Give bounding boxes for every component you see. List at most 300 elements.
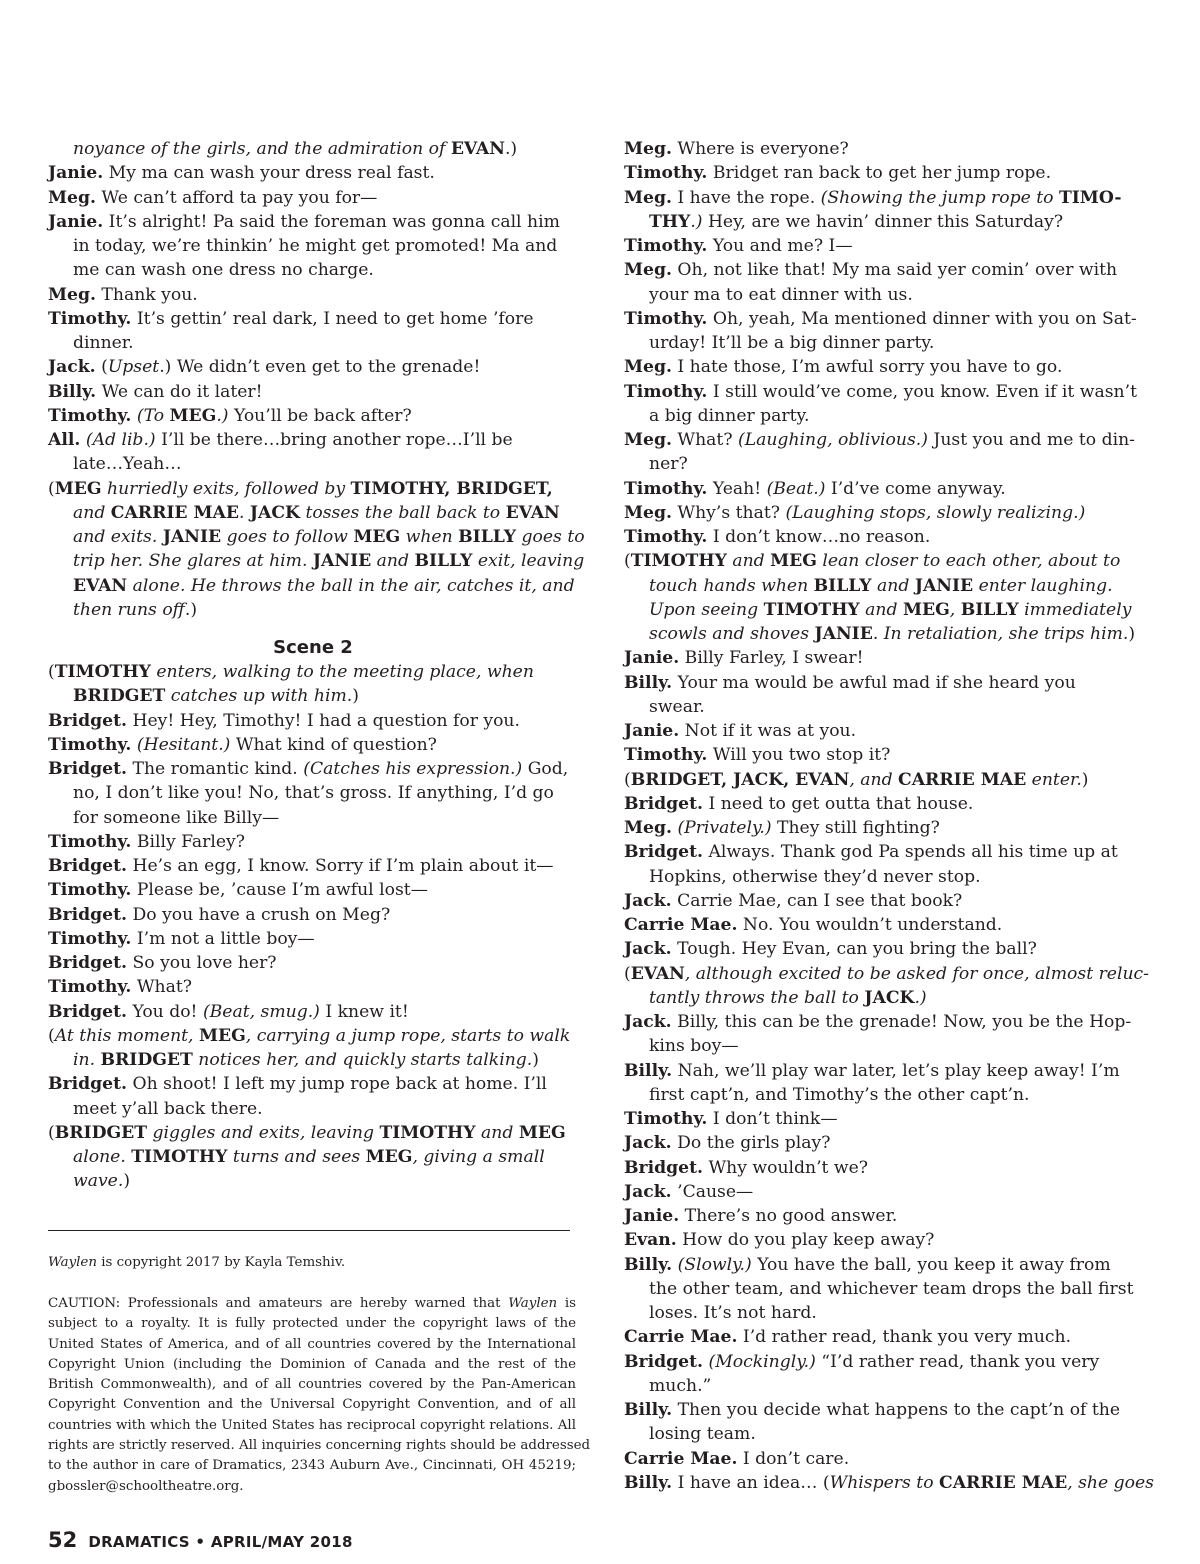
dialogue-text: rights are strictly reserved. All inquiries concerning rights should be addressed [48, 1438, 591, 1454]
dialogue-text: is [557, 1296, 576, 1311]
dialogue-text: ) [1081, 769, 1089, 790]
dialogue-text: Billy Farley? [131, 831, 245, 852]
stage-direction-text: touch hands when [649, 575, 814, 596]
script-line [624, 913, 1154, 937]
script-line [624, 598, 1154, 622]
speaker-or-character: Janie. [624, 721, 680, 741]
dialogue-text: dinner. [73, 333, 134, 353]
caution-line [48, 1436, 591, 1456]
script-line [48, 854, 578, 878]
dialogue-text: So you love her? [127, 953, 277, 973]
script-line [624, 355, 1154, 379]
dialogue-text: me can wash one dress no charge. [73, 260, 374, 281]
speaker-or-character: Meg. [624, 430, 672, 450]
left-column [48, 137, 585, 1194]
dialogue-text: There’s no good answer. [679, 1206, 898, 1226]
script-line [48, 878, 578, 902]
stage-direction-text: goes to follow [221, 527, 354, 547]
right-column [624, 137, 1154, 1495]
script-line [48, 598, 578, 622]
script-line [624, 646, 1154, 670]
dialogue-text: I have the rope. [671, 187, 821, 208]
script-line [48, 1024, 578, 1048]
script-line [48, 549, 585, 573]
script-line [624, 1107, 1154, 1131]
script-line [624, 525, 1154, 549]
dialogue-text: I’m not a little boy— [131, 928, 315, 949]
speaker-or-character: Meg. [624, 139, 672, 159]
stage-direction-text: . [238, 502, 250, 523]
script-line [624, 1131, 1154, 1155]
speaker-or-character: Timothy. [48, 880, 132, 901]
speaker-or-character: Jack. [624, 1133, 672, 1154]
speaker-or-character: Bridget. [624, 793, 704, 814]
speaker-or-character: Timothy. [48, 734, 132, 755]
stage-direction-text: (Ad lib.) [85, 430, 156, 450]
script-line [624, 258, 1154, 282]
dialogue-text: much.” [649, 1375, 712, 1396]
dialogue-text: .) [184, 599, 198, 620]
dialogue-text: I’d’ve come anyway. [825, 478, 1006, 499]
script-line [624, 1301, 1154, 1325]
speaker-or-character: Bridget. [48, 759, 128, 779]
caution-line [48, 1294, 576, 1314]
script-line [48, 1097, 578, 1121]
dialogue-text: Billy Farley, I swear! [679, 648, 864, 669]
speaker-or-character: Carrie Mae. [624, 1448, 738, 1469]
script-line [624, 622, 1154, 646]
stage-direction-text: , giving a small [412, 1147, 545, 1167]
script-line [624, 186, 1154, 210]
script-line [624, 937, 1154, 961]
speaker-or-character: Billy. [624, 1400, 673, 1420]
play-title: Waylen [48, 1255, 97, 1270]
script-line [48, 258, 578, 282]
script-line [624, 1374, 1154, 1398]
dialogue-text: You have the ball, you keep it away from [751, 1254, 1111, 1275]
stage-direction-text: and exits. [73, 527, 163, 547]
dialogue-text: first capt’n, and Timothy’s the other capt’n. [649, 1084, 1030, 1105]
speaker-or-character: Meg. [624, 357, 672, 378]
stage-direction-text: enters, walking to the meeting place, when [150, 662, 534, 682]
dialogue-text: “I’d rather read, thank you very [815, 1351, 1100, 1372]
dialogue-text: the other team, and whichever team drops the ball first [649, 1278, 1134, 1299]
dialogue-text: no, I don’t like you! No, that’s gross. If anything, I’d go [73, 783, 554, 804]
dialogue-text: Oh, yeah, Ma mentioned dinner with you on Sat- [707, 308, 1137, 329]
dialogue-text: He’s an egg, I know. Sorry if I’m plain about it— [127, 856, 554, 876]
speaker-or-character: Jack. [48, 357, 96, 378]
script-line [48, 1169, 578, 1193]
caution-line [48, 1416, 576, 1436]
stage-direction-text: Upset [107, 357, 160, 378]
speaker-or-character: Bridget. [48, 856, 128, 876]
dialogue-text: ( [48, 478, 55, 499]
speaker-or-character: Timothy. [624, 1109, 708, 1129]
script-line [624, 1156, 1154, 1180]
script-line [624, 452, 1154, 476]
stage-direction-text: notices her, and quickly starts talking. [192, 1050, 533, 1070]
script-line [624, 307, 1154, 331]
script-line [624, 574, 1154, 598]
stage-direction-text: (Beat.) [766, 478, 826, 499]
script-line [624, 501, 1154, 525]
script-line [624, 428, 1154, 452]
dialogue-text: They still fighting? [771, 818, 940, 838]
script-line [48, 757, 578, 781]
stage-direction-text: tantly throws the ball to [649, 987, 865, 1008]
speaker-or-character: Bridget. [48, 710, 128, 731]
dialogue-text: Oh shoot! I left my jump rope back at home. I’ll [127, 1074, 547, 1095]
speaker-or-character: Timothy. [48, 405, 132, 426]
stage-direction-text: exit, leaving [472, 551, 585, 572]
stage-direction-text: giggles and exits, leaving [147, 1122, 380, 1143]
dialogue-text: .) [504, 139, 518, 159]
script-line [624, 1083, 1154, 1107]
stage-direction-text: immediately [1018, 599, 1132, 620]
script-line [624, 234, 1154, 258]
dialogue-text: I have an idea… ( [672, 1472, 830, 1493]
dialogue-text: Hey! Hey, Timothy! I had a question for you. [127, 710, 520, 731]
dialogue-text: a big dinner party. [649, 405, 810, 426]
script-line [624, 1422, 1154, 1446]
dialogue-text: Yeah! [707, 478, 767, 499]
stage-direction-text: catches up with him. [165, 686, 353, 707]
script-line [624, 1350, 1154, 1374]
stage-direction-text: in. [73, 1050, 101, 1070]
stage-direction-text: alone. [73, 1147, 132, 1167]
speaker-or-character: All. [48, 430, 81, 450]
stage-direction-text: (Privately.) [677, 818, 772, 838]
stage-direction-text: (Laughing, oblivious.) [738, 430, 928, 450]
script-line [624, 477, 1154, 501]
speaker-or-character: Timothy. [48, 977, 132, 998]
stage-direction-text: Upon seeing [649, 599, 764, 620]
speaker-or-character: CARRIE MAE [110, 502, 239, 523]
script-line [48, 355, 578, 379]
dialogue-text: losing team. [649, 1424, 756, 1445]
speaker-or-character: Meg. [48, 187, 96, 208]
speaker-or-character: Bridget. [624, 1351, 704, 1372]
speaker-or-character: MEG [365, 1147, 413, 1167]
speaker-or-character: MEG [770, 551, 817, 572]
script-line [624, 1398, 1154, 1422]
stage-direction-text: and [475, 1122, 519, 1143]
dialogue-text: My ma can wash your dress real fast. [103, 163, 435, 184]
dialogue-text: I knew it! [319, 1001, 409, 1022]
dialogue-text: The romantic kind. [127, 759, 304, 779]
speaker-or-character: Meg. [624, 818, 672, 838]
dialogue-text: Nah, we’ll play war later, let’s play keep away! I’m [672, 1060, 1120, 1081]
script-line [624, 768, 1154, 792]
stage-direction-text: (Mockingly.) [708, 1351, 816, 1372]
dialogue-text: gbossler@schooltheatre.org. [48, 1478, 244, 1494]
stage-direction-text: At this moment, [54, 1025, 199, 1046]
speaker-or-character: Bridget. [624, 1157, 704, 1178]
stage-direction-text: (Catches his expression.) [303, 759, 523, 779]
speaker-or-character: Janie. [48, 163, 104, 184]
stage-direction-text: alone. He throws the ball in the air, catches it, and [127, 575, 575, 596]
stage-direction-text: , although excited to be asked for once, almost reluc- [684, 963, 1149, 984]
script-line [624, 210, 1154, 234]
stage-direction-text: turns and sees [227, 1147, 366, 1167]
stage-direction-text: (To [136, 405, 170, 426]
dialogue-text: No. You wouldn’t understand. [737, 915, 1003, 935]
script-line [624, 816, 1154, 840]
speaker-or-character: TIMOTHY, BRIDGET, [350, 478, 553, 499]
dialogue-text: Oh, not like that! My ma said yer comin’ over with [671, 260, 1118, 281]
script-line [48, 161, 578, 185]
stage-direction-text: trip her. She glares at him. [73, 551, 313, 572]
dialogue-text: ) [532, 1050, 539, 1070]
speaker-or-character: Janie. [624, 1206, 680, 1226]
script-line [48, 660, 578, 684]
script-line [624, 671, 1154, 695]
stage-direction-text: and [726, 551, 771, 572]
script-line [48, 927, 578, 951]
script-line [624, 962, 1154, 986]
caution-line [48, 1395, 576, 1415]
script-line [48, 781, 578, 805]
speaker-or-character: TIMOTHY [131, 1147, 228, 1167]
dialogue-text: We can do it later! [96, 381, 263, 402]
dialogue-text: Bridget ran back to get her jump rope. [707, 163, 1052, 184]
stage-direction-text: .) [216, 405, 229, 426]
dialogue-text: Always. Thank god Pa spends all his time up at [703, 842, 1118, 863]
dialogue-text: God, [522, 759, 569, 779]
dialogue-text: ) [1128, 624, 1136, 644]
dialogue-text: Hey, are we havin’ dinner this Saturday? [702, 211, 1064, 232]
speaker-or-character: Jack. [624, 1181, 672, 1202]
script-line [48, 380, 578, 404]
caution-line [48, 1314, 576, 1334]
dialogue-text: United States of America, and of all countries covered by the International [48, 1336, 576, 1352]
speaker-or-character: MEG [353, 527, 401, 547]
script-line [48, 1121, 578, 1145]
speaker-or-character: TIMOTHY [763, 599, 860, 620]
script-line [48, 331, 578, 355]
script-line [624, 865, 1154, 889]
stage-direction-text: tosses the ball back to [300, 502, 506, 523]
speaker-or-character: Evan. [624, 1230, 677, 1251]
dialogue-text: Hopkins, otherwise they’d never stop. [649, 866, 981, 887]
speaker-or-character: CARRIE MAE [898, 769, 1027, 790]
script-line [624, 792, 1154, 816]
speaker-or-character: THY [649, 211, 691, 232]
script-line [624, 1447, 1154, 1471]
dialogue-text: in today, we’re thinkin’ he might get promoted! Ma and [73, 236, 558, 256]
stage-direction-text: and [73, 502, 111, 523]
dialogue-text: Where is everyone? [671, 139, 849, 159]
dialogue-text: It’s alright! Pa said the foreman was gonna call him [103, 211, 560, 232]
script-line [624, 137, 1154, 161]
script-line [624, 1204, 1154, 1228]
speaker-or-character: BRIDGET, JACK, EVAN [630, 769, 850, 790]
dialogue-text: ( [48, 662, 55, 682]
speaker-or-character: Timothy. [624, 527, 708, 547]
script-line [48, 1145, 578, 1169]
script-line [624, 331, 1154, 355]
script-line [624, 986, 1154, 1010]
script-line [48, 806, 578, 830]
dialogue-text: Copyright Union (including the Dominion of Canada and the rest of the [48, 1356, 576, 1372]
script-line [48, 234, 578, 258]
speaker-or-character: Meg. [624, 260, 672, 281]
dialogue-text: ( [624, 963, 631, 984]
stage-direction-text: enter laughing. [973, 575, 1113, 596]
dialogue-text: ) [352, 686, 359, 707]
speaker-or-character: Billy. [624, 1472, 673, 1493]
script-line [48, 709, 578, 733]
speaker-or-character: Timothy. [624, 745, 708, 766]
dialogue-text: Will you two stop it? [707, 745, 891, 766]
dialogue-text: ( [95, 357, 108, 378]
script-line [624, 1471, 1154, 1495]
speaker-or-character: Meg. [624, 187, 672, 208]
script-line [624, 1059, 1154, 1083]
caution-line [48, 1375, 576, 1395]
speaker-or-character: TIMOTHY [630, 551, 727, 572]
speaker-or-character: Jack. [624, 1012, 672, 1032]
speaker-or-character: EVAN [73, 575, 128, 596]
dialogue-text: What? [671, 430, 738, 450]
script-line [48, 137, 578, 161]
script-line [48, 1072, 578, 1096]
stage-direction-text: and [871, 575, 915, 596]
speaker-or-character: BILLY [813, 575, 872, 596]
speaker-or-character: JACK [249, 502, 300, 523]
speaker-or-character: Billy. [624, 672, 673, 693]
stage-direction-text: when [400, 527, 459, 547]
dialogue-text: What? [131, 977, 192, 998]
speaker-or-character: Carrie Mae. [624, 1327, 738, 1348]
speaker-or-character: EVAN [505, 502, 560, 523]
script-line [624, 719, 1154, 743]
script-line [48, 186, 578, 210]
dialogue-text: Do you have a crush on Meg? [127, 904, 391, 925]
speaker-or-character: BILLY [458, 527, 517, 547]
caution-line [48, 1355, 576, 1375]
script-line [48, 1000, 578, 1024]
dialogue-text: You and me? I— [707, 236, 853, 256]
copyright-text: is copyright 2017 by Kayla Temshiv. [96, 1255, 346, 1270]
stage-direction-text: noyance of the girls, and the admiration of [73, 139, 451, 159]
script-line [48, 452, 578, 476]
dialogue-text: CAUTION: Professionals and amateurs are hereby warned that [48, 1296, 509, 1311]
speaker-or-character: BILLY [414, 551, 473, 572]
script-line [48, 428, 578, 452]
script-line [48, 975, 578, 999]
speaker-or-character: MEG [518, 1122, 566, 1143]
speaker-or-character: Timothy. [624, 236, 708, 256]
dialogue-text: for someone like Billy— [73, 807, 280, 828]
script-line [48, 307, 578, 331]
stage-direction-text: (Laughing stops, slowly realizing.) [785, 502, 1086, 523]
speaker-or-character: JANIE [814, 624, 873, 644]
dialogue-text: .) We didn’t even get to the grenade! [159, 357, 481, 378]
dialogue-text: Do the girls play? [671, 1133, 831, 1154]
speaker-or-character: TIMO- [1058, 187, 1122, 208]
dialogue-text: Not if it was at you. [679, 721, 857, 741]
dialogue-text: I still would’ve come, you know. Even if it wasn’t [707, 381, 1137, 402]
script-line [48, 903, 578, 927]
script-line [624, 380, 1154, 404]
speaker-or-character: Carrie Mae. [624, 915, 738, 935]
script-line [624, 695, 1154, 719]
stage-direction-text: goes to [516, 527, 585, 547]
script-line [624, 840, 1154, 864]
publication-info: DRAMATICS • APRIL/MAY 2018 [88, 1533, 353, 1551]
speaker-or-character: BRIDGET [100, 1050, 193, 1070]
scene-heading: Scene 2 [273, 637, 353, 658]
stage-direction-text: . In retaliation, she trips him. [872, 624, 1129, 644]
dialogue-text: ( [624, 769, 631, 790]
script-line [48, 477, 578, 501]
stage-direction-text: , she goes [1067, 1472, 1154, 1493]
page-number: 52 [48, 1528, 78, 1552]
speaker-or-character: Bridget. [48, 953, 128, 973]
script-line [48, 525, 585, 549]
dialogue-text: urday! It’ll be a big dinner party. [649, 333, 935, 353]
dialogue-text: subject to a royalty. It is fully protected under the copyright laws of the [48, 1316, 576, 1332]
speaker-or-character: Timothy. [624, 478, 708, 499]
dialogue-text: I hate those, I’m awful sorry you have to go. [671, 357, 1063, 378]
script-line [624, 1180, 1154, 1204]
dialogue-text: We can’t afford ta pay you for— [95, 187, 378, 208]
script-line [48, 733, 578, 757]
dialogue-text: Copyright Convention and the Universal Copyright Convention, and of all [48, 1397, 576, 1413]
stage-direction-text: (Slowly.) [677, 1254, 752, 1275]
speaker-or-character: CARRIE MAE [939, 1472, 1068, 1493]
dialogue-text: ) [123, 1171, 131, 1192]
dialogue-text: swear. [649, 696, 705, 717]
script-line [624, 161, 1154, 185]
dialogue-text: Thank you. [95, 284, 198, 305]
dialogue-text: ner? [649, 454, 688, 475]
speaker-or-character: Bridget. [48, 1001, 128, 1022]
dialogue-text: ( [624, 551, 631, 572]
dialogue-text: ’Cause— [671, 1181, 754, 1202]
stage-direction-text: then runs off [73, 599, 185, 620]
stage-direction-text: wave. [73, 1171, 124, 1192]
script-line [48, 501, 578, 525]
caution-line [48, 1456, 576, 1476]
dialogue-text: Just you and me to din- [927, 430, 1135, 450]
stage-direction-text: Waylen [508, 1296, 558, 1311]
speaker-or-character: Timothy. [624, 163, 708, 184]
stage-direction-text: .) [690, 211, 703, 232]
dialogue-text: I don’t care. [737, 1448, 850, 1469]
dialogue-text: countries with which the United States has reciprocal copyright relations. All [48, 1417, 576, 1433]
script-line [624, 549, 1154, 573]
speaker-or-character: BRIDGET [54, 1122, 148, 1143]
script-line [624, 889, 1154, 913]
script-line [48, 283, 578, 307]
script-line [48, 951, 578, 975]
dialogue-text: I’d rather read, thank you very much. [737, 1327, 1072, 1348]
stage-direction-text: (Showing the jump rope to [820, 187, 1059, 208]
dialogue-text: I’ll be there…bring another rope…I’ll be [155, 430, 513, 450]
script-line [624, 1034, 1154, 1058]
stage-direction-text: enter. [1026, 769, 1082, 790]
dialogue-text: What kind of question? [230, 734, 437, 755]
speaker-or-character: EVAN [630, 963, 685, 984]
dialogue-text: kins boy— [649, 1036, 739, 1057]
stage-direction-text: hurriedly exits, followed by [101, 478, 351, 499]
speaker-or-character: Jack. [624, 890, 672, 911]
script-line [624, 1277, 1154, 1301]
speaker-or-character: Timothy. [48, 928, 132, 949]
dialogue-text: Why wouldn’t we? [703, 1157, 869, 1178]
